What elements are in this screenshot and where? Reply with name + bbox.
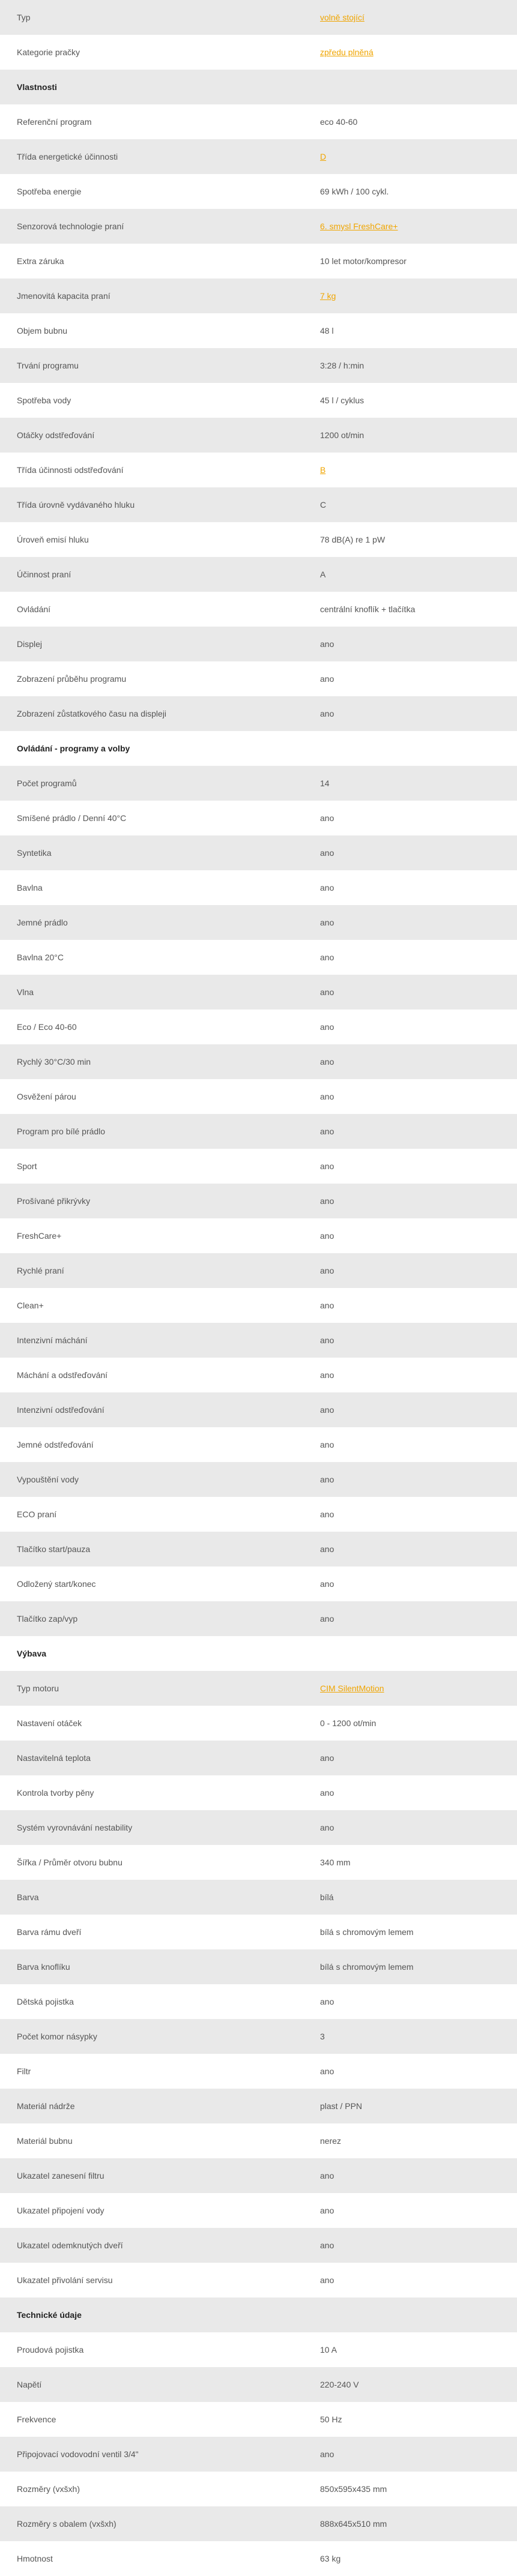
- spec-value-link[interactable]: 6. smysl FreshCare+: [320, 221, 398, 231]
- spec-label: Třída úrovně vydávaného hluku: [0, 487, 302, 522]
- spec-label: ECO praní: [0, 1497, 302, 1532]
- spec-row: [0, 244, 517, 278]
- spec-row: [0, 2054, 517, 2089]
- spec-value: eco 40-60: [302, 104, 517, 139]
- spec-row: [0, 2506, 517, 2541]
- spec-value: ano: [302, 2263, 517, 2298]
- spec-value: ano: [302, 1392, 517, 1427]
- spec-label: FreshCare+: [0, 1218, 302, 1253]
- spec-value: ano: [302, 2158, 517, 2193]
- spec-row: [0, 1462, 517, 1497]
- spec-row: [0, 104, 517, 139]
- spec-label: Spotřeba vody: [0, 383, 302, 418]
- spec-label: Hmotnost: [0, 2541, 302, 2576]
- spec-value: ano: [302, 1010, 517, 1044]
- spec-row: [0, 174, 517, 209]
- spec-label: Senzorová technologie praní: [0, 209, 302, 244]
- spec-label: Jemné odstřeďování: [0, 1427, 302, 1462]
- spec-value-cell: [302, 139, 517, 174]
- spec-label: Třída účinnosti odstřeďování: [0, 453, 302, 487]
- spec-value: 3:28 / h:min: [302, 348, 517, 383]
- spec-value: ano: [302, 1984, 517, 2019]
- spec-value-link[interactable]: 7 kg: [320, 291, 336, 301]
- spec-value-link[interactable]: B: [320, 465, 326, 475]
- spec-value: ano: [302, 1358, 517, 1392]
- spec-label: Úroveň emisí hluku: [0, 522, 302, 557]
- spec-value: ano: [302, 2054, 517, 2089]
- spec-row: [0, 2367, 517, 2402]
- spec-value: 10 let motor/kompresor: [302, 244, 517, 278]
- spec-row: [0, 1880, 517, 1915]
- spec-value: ano: [302, 975, 517, 1010]
- spec-row: [0, 1984, 517, 2019]
- spec-label: Systém vyrovnávání nestability: [0, 1810, 302, 1845]
- spec-label: Jmenovitá kapacita praní: [0, 278, 302, 313]
- spec-label: Frekvence: [0, 2402, 302, 2437]
- spec-label: Třída energetické účinnosti: [0, 139, 302, 174]
- spec-row: [0, 2019, 517, 2054]
- spec-value: ano: [302, 940, 517, 975]
- spec-label: Napětí: [0, 2367, 302, 2402]
- spec-row: [0, 905, 517, 940]
- spec-label: Ovládání: [0, 592, 302, 627]
- spec-value: ano: [302, 661, 517, 696]
- spec-value: centrální knoflík + tlačítka: [302, 592, 517, 627]
- section-header: [0, 731, 517, 766]
- spec-value: 48 l: [302, 313, 517, 348]
- spec-row: [0, 870, 517, 905]
- spec-value-cell: [302, 0, 517, 35]
- spec-label: Počet komor násypky: [0, 2019, 302, 2054]
- spec-value: 50 Hz: [302, 2402, 517, 2437]
- spec-label: Typ: [0, 0, 302, 35]
- spec-value: 63 kg: [302, 2541, 517, 2576]
- spec-row: [0, 696, 517, 731]
- spec-value: bílá: [302, 1880, 517, 1915]
- spec-row: [0, 1775, 517, 1810]
- spec-label: Kategorie pračky: [0, 35, 302, 70]
- spec-row: [0, 1601, 517, 1636]
- spec-row: [0, 2228, 517, 2263]
- spec-label: Intenzivní máchání: [0, 1323, 302, 1358]
- spec-value: ano: [302, 1184, 517, 1218]
- spec-row: [0, 2089, 517, 2123]
- spec-label: Dětská pojistka: [0, 1984, 302, 2019]
- spec-value: A: [302, 557, 517, 592]
- spec-value-cell: [302, 209, 517, 244]
- spec-row: [0, 1358, 517, 1392]
- spec-label: Eco / Eco 40-60: [0, 1010, 302, 1044]
- section-title: Ovládání - programy a volby: [0, 731, 517, 766]
- spec-value-link[interactable]: volně stojící: [320, 13, 364, 22]
- spec-label: Tlačítko zap/vyp: [0, 1601, 302, 1636]
- spec-row: [0, 1288, 517, 1323]
- spec-row: [0, 766, 517, 801]
- section-header: [0, 2298, 517, 2332]
- spec-row: [0, 1949, 517, 1984]
- spec-value-link[interactable]: CIM SilentMotion: [320, 1684, 384, 1693]
- spec-value: ano: [302, 1218, 517, 1253]
- spec-row: [0, 2193, 517, 2228]
- spec-row: [0, 627, 517, 661]
- spec-value: ano: [302, 1497, 517, 1532]
- spec-label: Rozměry (vxšxh): [0, 2472, 302, 2506]
- spec-value: ano: [302, 1079, 517, 1114]
- spec-row: [0, 975, 517, 1010]
- spec-value: plast / PPN: [302, 2089, 517, 2123]
- spec-label: Intenzivní odstřeďování: [0, 1392, 302, 1427]
- spec-row: [0, 278, 517, 313]
- spec-value: 340 mm: [302, 1845, 517, 1880]
- spec-value: 69 kWh / 100 cykl.: [302, 174, 517, 209]
- spec-label: Bavlna 20°C: [0, 940, 302, 975]
- spec-row: [0, 348, 517, 383]
- spec-value: ano: [302, 870, 517, 905]
- spec-row: [0, 1497, 517, 1532]
- spec-label: Filtr: [0, 2054, 302, 2089]
- spec-label: Připojovací vodovodní ventil 3/4": [0, 2437, 302, 2472]
- spec-value: 0 - 1200 ot/min: [302, 1706, 517, 1741]
- spec-value: ano: [302, 801, 517, 835]
- spec-label: Program pro bílé prádlo: [0, 1114, 302, 1149]
- spec-label: Rozměry s obalem (vxšxh): [0, 2506, 302, 2541]
- spec-row: [0, 557, 517, 592]
- spec-row: [0, 35, 517, 70]
- spec-label: Bavlna: [0, 870, 302, 905]
- spec-label: Kontrola tvorby pěny: [0, 1775, 302, 1810]
- spec-label: Clean+: [0, 1288, 302, 1323]
- spec-value: ano: [302, 627, 517, 661]
- spec-row: [0, 1044, 517, 1079]
- spec-row: [0, 418, 517, 453]
- spec-label: Jemné prádlo: [0, 905, 302, 940]
- spec-label: Rychlé praní: [0, 1253, 302, 1288]
- spec-label: Smíšené prádlo / Denní 40°C: [0, 801, 302, 835]
- spec-row: [0, 2263, 517, 2298]
- spec-value: 220-240 V: [302, 2367, 517, 2402]
- spec-label: Spotřeba energie: [0, 174, 302, 209]
- spec-value: ano: [302, 1044, 517, 1079]
- spec-row: [0, 1392, 517, 1427]
- spec-value: ano: [302, 2437, 517, 2472]
- spec-label: Vypouštění vody: [0, 1462, 302, 1497]
- spec-label: Osvěžení párou: [0, 1079, 302, 1114]
- spec-label: Otáčky odstřeďování: [0, 418, 302, 453]
- spec-row: [0, 2158, 517, 2193]
- spec-row: [0, 1114, 517, 1149]
- spec-label: Objem bubnu: [0, 313, 302, 348]
- spec-value: bílá s chromovým lemem: [302, 1949, 517, 1984]
- spec-label: Tlačítko start/pauza: [0, 1532, 302, 1566]
- spec-value: ano: [302, 1532, 517, 1566]
- spec-value: ano: [302, 1427, 517, 1462]
- spec-value: ano: [302, 2193, 517, 2228]
- spec-row: [0, 1706, 517, 1741]
- spec-row: [0, 1915, 517, 1949]
- spec-value: ano: [302, 1288, 517, 1323]
- spec-row: [0, 661, 517, 696]
- spec-row: [0, 2123, 517, 2158]
- spec-value: C: [302, 487, 517, 522]
- spec-row: [0, 1079, 517, 1114]
- spec-label: Ukazatel připojení vody: [0, 2193, 302, 2228]
- spec-label: Displej: [0, 627, 302, 661]
- spec-label: Typ motoru: [0, 1671, 302, 1706]
- spec-row: [0, 139, 517, 174]
- spec-label: Počet programů: [0, 766, 302, 801]
- section-title: Vlastnosti: [0, 70, 517, 104]
- spec-row: [0, 1010, 517, 1044]
- spec-row: [0, 1427, 517, 1462]
- spec-value-cell: [302, 1671, 517, 1706]
- spec-label: Barva rámu dveří: [0, 1915, 302, 1949]
- spec-row: [0, 1741, 517, 1775]
- spec-row: [0, 592, 517, 627]
- section-title: Technické údaje: [0, 2298, 517, 2332]
- spec-label: Extra záruka: [0, 244, 302, 278]
- spec-label: Vlna: [0, 975, 302, 1010]
- spec-row: [0, 209, 517, 244]
- spec-label: Ukazatel přivolání servisu: [0, 2263, 302, 2298]
- spec-label: Sport: [0, 1149, 302, 1184]
- spec-row: [0, 1671, 517, 1706]
- spec-label: Syntetika: [0, 835, 302, 870]
- spec-value: ano: [302, 1601, 517, 1636]
- section-header: [0, 1636, 517, 1671]
- spec-value: ano: [302, 1149, 517, 1184]
- spec-value: ano: [302, 1253, 517, 1288]
- spec-row: [0, 2402, 517, 2437]
- spec-row: [0, 383, 517, 418]
- spec-value: 14: [302, 766, 517, 801]
- spec-value: 1200 ot/min: [302, 418, 517, 453]
- spec-value: ano: [302, 2228, 517, 2263]
- section-header: [0, 70, 517, 104]
- spec-row: [0, 1810, 517, 1845]
- spec-value: ano: [302, 1775, 517, 1810]
- spec-value: bílá s chromovým lemem: [302, 1915, 517, 1949]
- spec-label: Referenční program: [0, 104, 302, 139]
- spec-label: Barva knoflíku: [0, 1949, 302, 1984]
- spec-row: [0, 1566, 517, 1601]
- spec-row: [0, 1845, 517, 1880]
- spec-value: 850x595x435 mm: [302, 2472, 517, 2506]
- spec-row: [0, 522, 517, 557]
- spec-value-cell: [302, 453, 517, 487]
- spec-row: [0, 1323, 517, 1358]
- spec-row: [0, 0, 517, 35]
- spec-label: Máchání a odstřeďování: [0, 1358, 302, 1392]
- spec-row: [0, 801, 517, 835]
- spec-label: Zobrazení průběhu programu: [0, 661, 302, 696]
- spec-value: ano: [302, 696, 517, 731]
- spec-value-link[interactable]: D: [320, 152, 327, 161]
- spec-label: Materiál bubnu: [0, 2123, 302, 2158]
- spec-row: [0, 1184, 517, 1218]
- spec-value: nerez: [302, 2123, 517, 2158]
- spec-row: [0, 2541, 517, 2576]
- spec-label: Prošívané přikrývky: [0, 1184, 302, 1218]
- spec-value: 10 A: [302, 2332, 517, 2367]
- spec-row: [0, 940, 517, 975]
- spec-row: [0, 2332, 517, 2367]
- spec-value: ano: [302, 1323, 517, 1358]
- spec-row: [0, 835, 517, 870]
- spec-value: ano: [302, 1114, 517, 1149]
- spec-label: Zobrazení zůstatkového času na displeji: [0, 696, 302, 731]
- spec-value: ano: [302, 905, 517, 940]
- spec-label: Ukazatel odemknutých dveří: [0, 2228, 302, 2263]
- spec-value: ano: [302, 1462, 517, 1497]
- spec-row: [0, 453, 517, 487]
- spec-value-link[interactable]: zpředu plněná: [320, 47, 373, 57]
- spec-label: Nastavení otáček: [0, 1706, 302, 1741]
- spec-label: Šířka / Průměr otvoru bubnu: [0, 1845, 302, 1880]
- spec-row: [0, 313, 517, 348]
- spec-row: [0, 1149, 517, 1184]
- spec-value: ano: [302, 1810, 517, 1845]
- section-title: Výbava: [0, 1636, 517, 1671]
- spec-value: ano: [302, 835, 517, 870]
- spec-value-cell: [302, 278, 517, 313]
- spec-row: [0, 487, 517, 522]
- spec-label: Ukazatel zanesení filtru: [0, 2158, 302, 2193]
- spec-value: ano: [302, 1566, 517, 1601]
- spec-label: Proudová pojistka: [0, 2332, 302, 2367]
- spec-label: Barva: [0, 1880, 302, 1915]
- spec-value: ano: [302, 1741, 517, 1775]
- spec-label: Trvání programu: [0, 348, 302, 383]
- spec-value: 45 l / cyklus: [302, 383, 517, 418]
- spec-label: Odložený start/konec: [0, 1566, 302, 1601]
- spec-label: Nastavitelná teplota: [0, 1741, 302, 1775]
- spec-value: 888x645x510 mm: [302, 2506, 517, 2541]
- spec-row: [0, 2472, 517, 2506]
- spec-value: 3: [302, 2019, 517, 2054]
- spec-value: 78 dB(A) re 1 pW: [302, 522, 517, 557]
- spec-row: [0, 1218, 517, 1253]
- spec-label: Materiál nádrže: [0, 2089, 302, 2123]
- spec-row: [0, 1253, 517, 1288]
- spec-label: Účinnost praní: [0, 557, 302, 592]
- spec-row: [0, 2437, 517, 2472]
- spec-row: [0, 1532, 517, 1566]
- spec-value-cell: [302, 35, 517, 70]
- spec-label: Rychlý 30°C/30 min: [0, 1044, 302, 1079]
